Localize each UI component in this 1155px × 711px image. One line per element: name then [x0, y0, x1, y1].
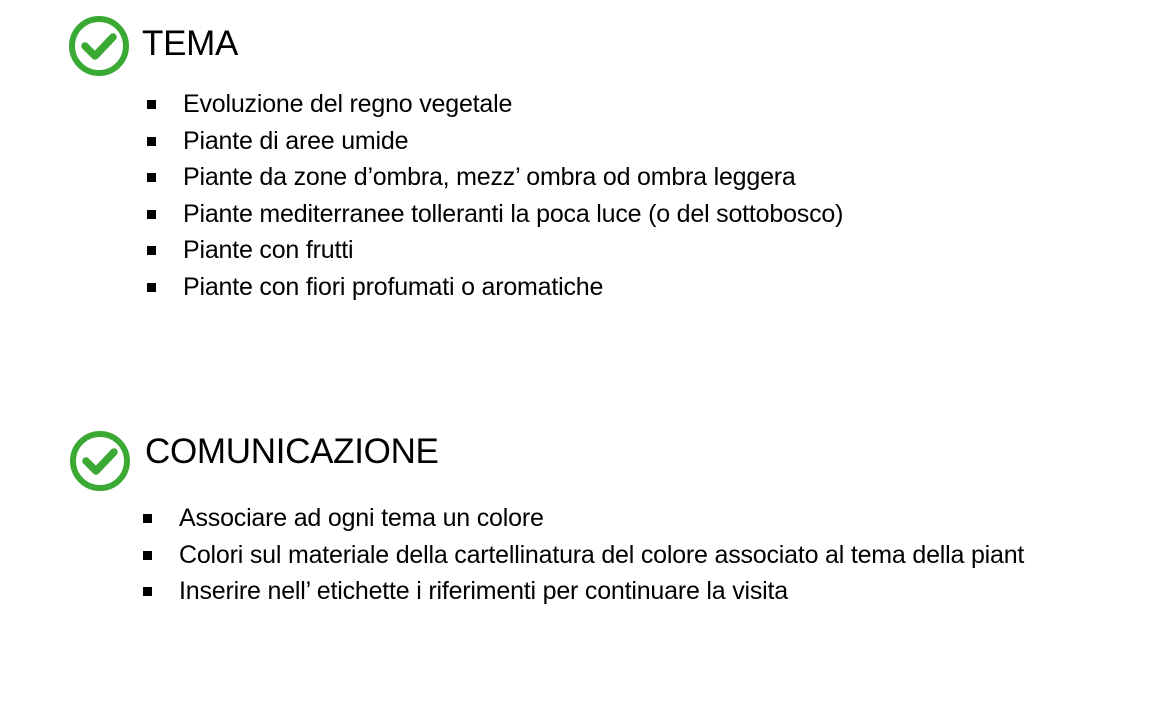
list-item-text: Associare ad ogni tema un colore: [179, 504, 544, 532]
bullet-list: [0, 500, 1155, 610]
list-item: [0, 573, 1155, 610]
list-item-text: Evoluzione del regno vegetale: [183, 90, 513, 118]
list-item: [0, 123, 1155, 160]
list-item: [0, 196, 1155, 233]
check-circle-icon: [69, 430, 131, 492]
list-item-text: Piante con frutti: [183, 236, 354, 264]
list-item-text: Piante mediterranee tolleranti la poca luce (o del sottobosco): [183, 199, 844, 228]
check-circle-icon: [68, 15, 130, 77]
list-item: [0, 159, 1155, 196]
list-item: [0, 269, 1155, 306]
list-item-text: Inserire nell’ etichette i riferimenti per continuare la visita: [179, 577, 788, 605]
list-item-text: Piante di aree umide: [183, 126, 409, 155]
section-heading: COMUNICAZIONE: [145, 432, 439, 471]
bullet-list: [0, 86, 1155, 305]
list-item-text: Piante con fiori profumati o aromatiche: [183, 272, 604, 301]
bullet-icon: [143, 587, 152, 596]
bullet-icon: [143, 551, 152, 560]
list-item-text: Colori sul materiale della cartellinatura del colore associato al tema della piant: [179, 540, 1025, 569]
bullet-icon: [147, 173, 156, 182]
list-item: [0, 500, 1155, 537]
list-item: [0, 537, 1155, 574]
bullet-icon: [147, 100, 156, 109]
bullet-icon: [147, 246, 156, 255]
list-item: [0, 86, 1155, 123]
bullet-icon: [147, 283, 156, 292]
section-heading: TEMA: [142, 24, 239, 63]
bullet-icon: [147, 210, 156, 219]
bullet-icon: [147, 137, 156, 146]
list-item-text: Piante da zone d’ombra, mezz’ ombra od ombra leggera: [183, 163, 796, 191]
bullet-icon: [143, 514, 152, 523]
list-item: [0, 232, 1155, 269]
